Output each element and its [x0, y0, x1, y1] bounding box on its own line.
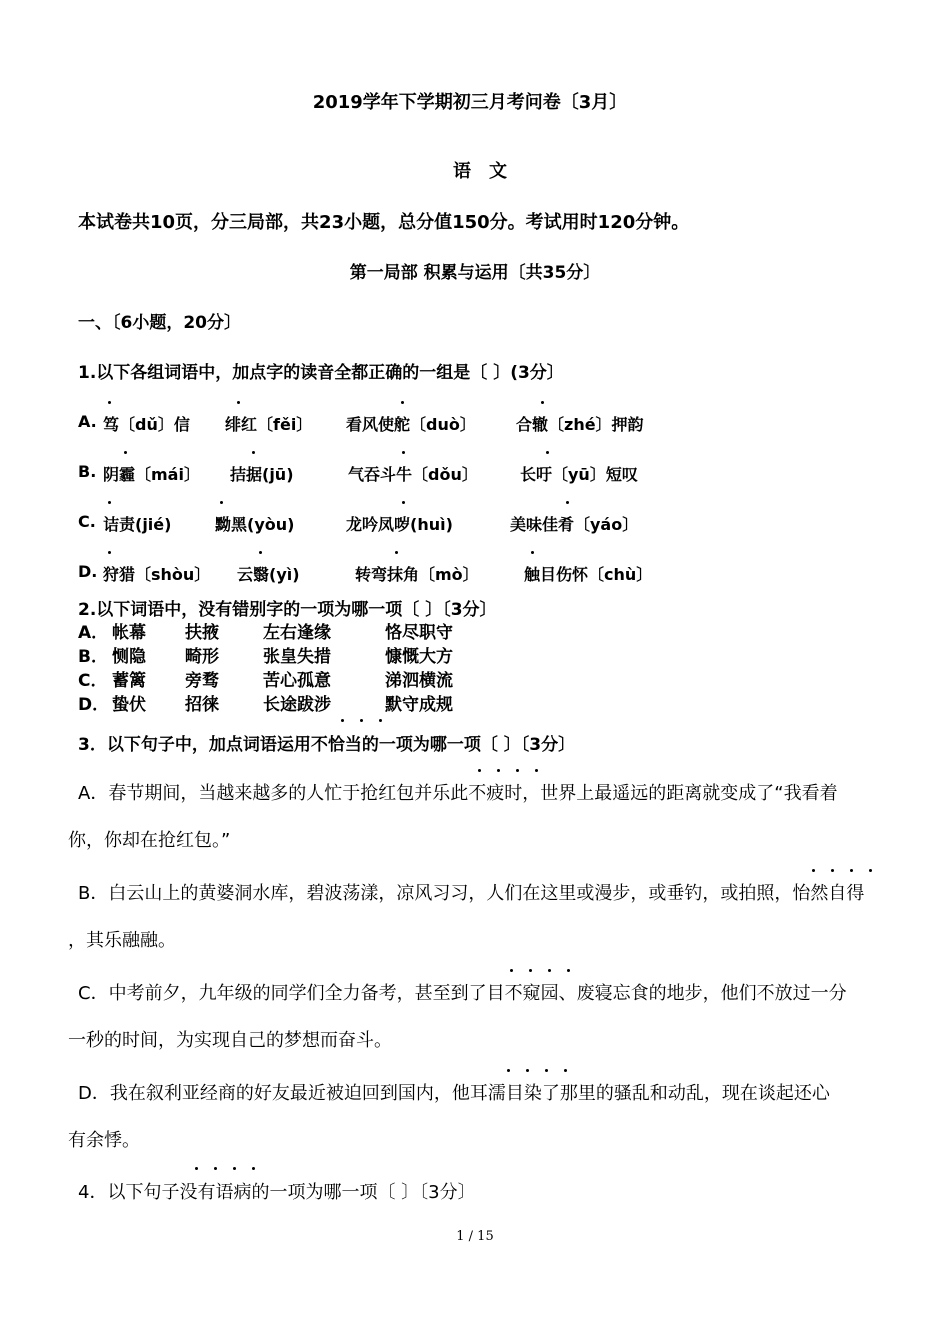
option-item: 张皇失措 — [263, 647, 331, 667]
option-label: A. — [78, 412, 97, 431]
emphasis-dot — [510, 969, 513, 972]
emphasis-dot — [402, 451, 405, 454]
option-item: 默守成规 — [385, 695, 453, 715]
option-item: 转弯抹角〔mò〕 — [355, 565, 479, 584]
emphasis-dot — [360, 719, 363, 722]
option-item: 拮据(jū) — [230, 465, 294, 484]
option-item: 笃〔dǔ〕信 — [103, 415, 190, 434]
option-label: B. — [78, 462, 97, 481]
emphasis-dot — [545, 1069, 548, 1072]
option-item: 触目伤怀〔chù〕 — [524, 565, 653, 584]
option-item: 帐幕 — [112, 623, 146, 643]
emphasis-dot — [526, 1069, 529, 1072]
emphasis-dot — [195, 1167, 198, 1170]
emphasis-dot — [529, 969, 532, 972]
emphasis-dot — [831, 869, 834, 872]
part1-heading: 第一局部 积累与运用〔共35分〕 — [349, 263, 601, 283]
q4-stem: 4．以下句子没有语病的一项为哪一项〔 〕〔3分〕 — [78, 1182, 476, 1203]
emphasis-dot — [252, 451, 255, 454]
emphasis-dot — [535, 769, 538, 772]
exam-title: 2019学年下学期初三月考问卷〔3月〕 — [312, 92, 628, 113]
emphasis-dot — [497, 769, 500, 772]
option-item: 蛰伏 — [112, 695, 146, 715]
emphasis-dot — [850, 869, 853, 872]
emphasis-dot — [869, 869, 872, 872]
emphasis-dot — [108, 501, 111, 504]
emphasis-dot — [259, 551, 262, 554]
emphasis-dot — [233, 1167, 236, 1170]
emphasis-dot — [402, 501, 405, 504]
q3-option-d-line2: 有余悸。 — [68, 1130, 140, 1151]
option-item: 黝黑(yòu) — [215, 515, 295, 534]
option-item: 美味佳肴〔yáo〕 — [510, 515, 639, 534]
option-item: 绯红〔fěi〕 — [225, 415, 313, 434]
q2-stem: 2.以下词语中，没有错别字的一项为哪一项〔 〕〔3分〕 — [78, 600, 497, 620]
emphasis-dot — [812, 869, 815, 872]
subject-title: 语 文 — [453, 161, 507, 182]
emphasis-dot — [341, 719, 344, 722]
option-item: 左右逢缘 — [263, 623, 331, 643]
q3-option-a-line2: 你，你却在抢红包。” — [68, 830, 231, 851]
emphasis-dot — [564, 1069, 567, 1072]
emphasis-dot — [108, 401, 111, 404]
emphasis-dot — [108, 551, 111, 554]
option-label: C. — [78, 512, 96, 531]
emphasis-dot — [531, 551, 534, 554]
q3-option-c-line1: C．中考前夕，九年级的同学们全力备考，甚至到了目不窥园、废寝忘食的地步，他们不放过一分 — [78, 983, 847, 1004]
q3-option-d-line1: D．我在叙利亚经商的好友最近被迫回到国内，他耳濡目染了那里的骚乱和动乱，现在谈起还心 — [78, 1083, 830, 1104]
option-item: 苦心孤意 — [263, 671, 331, 691]
emphasis-dot — [541, 401, 544, 404]
option-item: 恻隐 — [112, 647, 146, 667]
emphasis-dot — [237, 401, 240, 404]
option-item: 长吁〔yū〕短叹 — [520, 465, 638, 484]
option-item: 看风使舵〔duò〕 — [346, 415, 476, 434]
q3-option-a-line1: A．春节期间，当越来越多的人忙于抢红包并乐此不疲时，世界上最遥远的距离就变成了“我看着 — [78, 783, 838, 804]
option-item: 龙吟凤哕(huì) — [346, 515, 453, 534]
option-item: 诘责(jié) — [103, 515, 172, 534]
option-label: B． — [78, 647, 108, 667]
emphasis-dot — [220, 501, 223, 504]
emphasis-dot — [566, 501, 569, 504]
option-label: C． — [78, 671, 108, 691]
option-item: 招徕 — [185, 695, 219, 715]
option-label: D． — [78, 695, 110, 715]
option-item: 合辙〔zhé〕押韵 — [516, 415, 644, 434]
emphasis-dot — [214, 1167, 217, 1170]
emphasis-dot — [478, 769, 481, 772]
q3-option-b-line1: B．白云山上的黄婆洞水库，碧波荡漾，凉风习习，人们在这里或漫步，或垂钓，或拍照，怡然自得 — [78, 883, 865, 904]
emphasis-dot — [507, 1069, 510, 1072]
option-item: 畸形 — [185, 647, 219, 667]
option-item: 慷慨大方 — [385, 647, 453, 667]
q3-option-c-line2: 一秒的时间，为实现自己的梦想而奋斗。 — [68, 1030, 392, 1051]
option-item: 恪尽职守 — [385, 623, 453, 643]
option-item: 旁骛 — [185, 671, 219, 691]
emphasis-dot — [379, 719, 382, 722]
section1-heading: 一、〔6小题，20分〕 — [78, 313, 241, 333]
option-label: D. — [78, 562, 98, 581]
option-item: 扶掖 — [185, 623, 219, 643]
page-number: 1 / 15 — [456, 1229, 494, 1244]
option-item: 气吞斗牛〔dǒu〕 — [348, 465, 478, 484]
emphasis-dot — [124, 451, 127, 454]
emphasis-dot — [546, 451, 549, 454]
emphasis-dot — [395, 551, 398, 554]
emphasis-dot — [252, 1167, 255, 1170]
q3-stem: 3．以下句子中，加点词语运用不恰当的一项为哪一项〔 〕〔3分〕 — [78, 735, 576, 755]
option-item: 长途跋涉 — [263, 695, 331, 715]
option-item: 蓄篱 — [112, 671, 146, 691]
emphasis-dot — [401, 401, 404, 404]
q1-stem: 1.以下各组词语中，加点字的读音全都正确的一组是〔 〕(3分〕 — [78, 363, 564, 383]
option-item: 阴霾〔mái〕 — [103, 465, 200, 484]
option-item: 涕泗横流 — [385, 671, 453, 691]
q3-option-b-line2: ，其乐融融。 — [68, 930, 176, 951]
emphasis-dot — [516, 769, 519, 772]
emphasis-dot — [567, 969, 570, 972]
option-label: A． — [78, 623, 109, 643]
exam-intro: 本试卷共10页，分三局部，共23小题，总分值150分。考试用时120分钟。 — [78, 212, 690, 233]
emphasis-dot — [548, 969, 551, 972]
option-item: 云翳(yì) — [237, 565, 300, 584]
option-item: 狩猎〔shòu〕 — [103, 565, 211, 584]
